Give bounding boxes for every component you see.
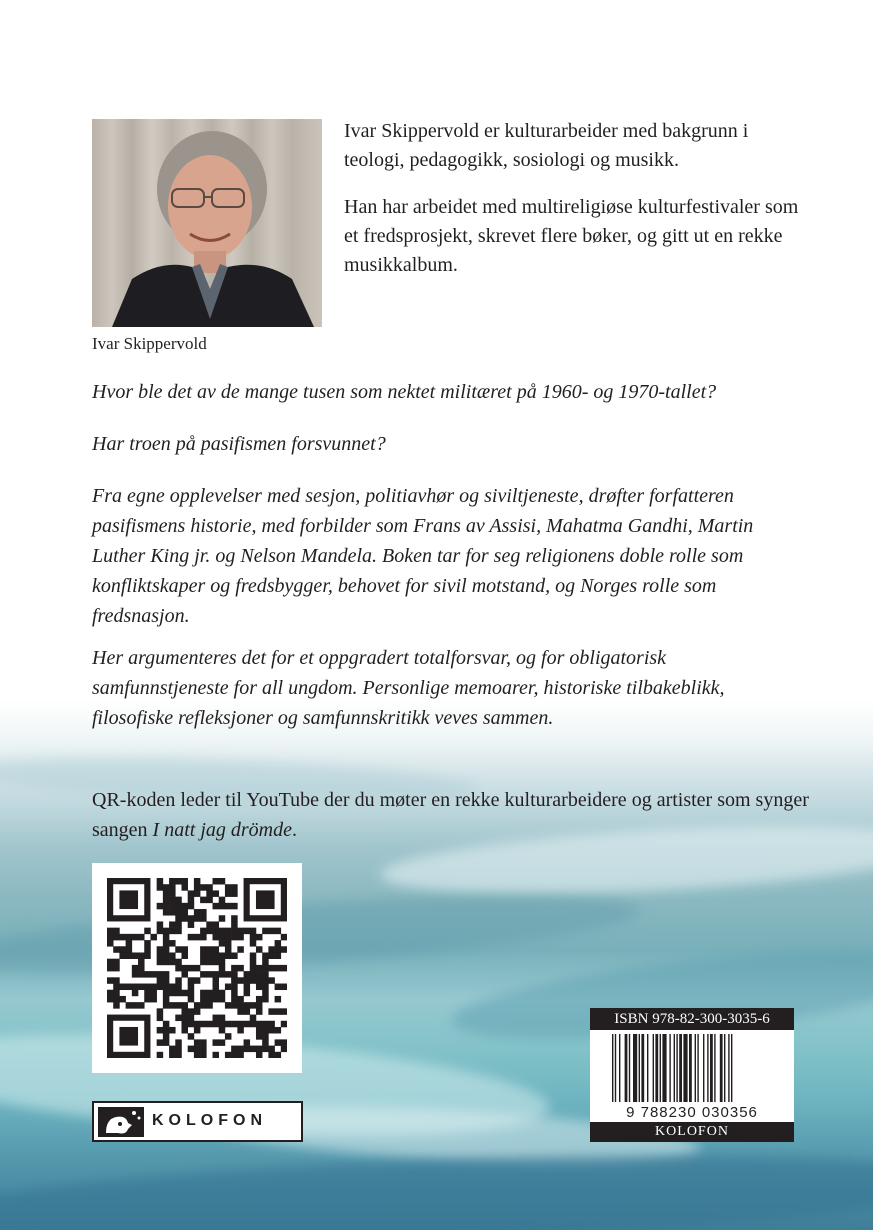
barcode-bar: [710, 1034, 713, 1102]
barcode-bar: [669, 1034, 670, 1102]
qr-finder-pattern: [107, 878, 150, 921]
barcode-bar: [695, 1034, 696, 1102]
blurb-paragraph: Fra egne opplevelser med sesjon, politiavhør og siviltjeneste, drøfter forfatteren pasifismens historie, med forbilder som Frans av Assisi, Mahatma Gandhi, Martin Luther King jr. og Nelson Mandela. Boken tar for seg religionens doble rolle som konfliktskaper og fredsbygger, behovet for sivil motstand, og Norges rolle som fredsnasjon.: [92, 485, 754, 627]
barcode-bar: [683, 1034, 687, 1102]
barcode-bar: [728, 1034, 729, 1102]
isbn-barcode-block: [590, 1008, 794, 1142]
qr-code-graphic: [107, 878, 287, 1058]
song-title: I natt jag drömde: [152, 819, 292, 841]
barcode-bar: [633, 1034, 637, 1102]
barcode-bar: [674, 1034, 675, 1102]
qr-description: [92, 785, 822, 845]
qr-text-lead: QR-koden leder til YouTube der du møter en rekke kulturarbeidere og artister som synger sangen: [92, 789, 809, 841]
barcode-bar: [731, 1034, 732, 1102]
barcode-bar: [697, 1034, 698, 1102]
barcode-bar: [655, 1034, 658, 1102]
author-photo: [92, 119, 322, 327]
blurb-paragraph: Har troen på pasifismen forsvunnet?: [92, 433, 386, 455]
barcode-bar: [615, 1034, 616, 1102]
blurb-paragraph: Hvor ble det av de mange tusen som nektet militæret på 1960- og 1970-tallet?: [92, 381, 717, 403]
barcode-bar: [653, 1034, 654, 1102]
qr-code[interactable]: [92, 863, 302, 1073]
author-caption: Ivar Skippervold: [92, 334, 207, 353]
publisher-logo-icon: [98, 1107, 144, 1137]
barcode-bar: [647, 1034, 648, 1102]
barcode-digits: 9 788230 030356: [626, 1104, 758, 1121]
barcode-bar: [676, 1034, 677, 1102]
blurb-paragraph: Her argumenteres det for et oppgradert totalforsvar, og for obligatorisk samfunnstjeneste for all ungdom. Personlige memoarer, historiske tilbakeblikk, filosofiske refleksjoner og samfunnskritikk veves sammen.: [92, 647, 725, 729]
author-bio-paragraph: Han har arbeidet med multireligiøse kulturfestivaler som et fredsprosjekt, skrevet flere bøker, og gitt ut en rekke musikkalbum.: [344, 196, 799, 276]
barcode-bar: [619, 1034, 620, 1102]
barcode-bar: [662, 1034, 666, 1102]
barcode-bar: [629, 1034, 630, 1102]
barcode-bar: [641, 1034, 644, 1102]
author-portrait: [92, 119, 322, 327]
isbn-label: ISBN 978-82-300-3035-6: [590, 1008, 794, 1030]
barcode-bar: [679, 1034, 682, 1102]
barcode-bar: [689, 1034, 692, 1102]
author-bio-paragraph: Ivar Skippervold er kulturarbeider med bakgrunn i teologi, pedagogikk, sosiologi og musikk.: [344, 120, 749, 171]
barcode-bar: [703, 1034, 704, 1102]
barcode-bar: [720, 1034, 723, 1102]
publisher-logo: [92, 1101, 303, 1142]
barcode-bar: [707, 1034, 708, 1102]
qr-text-end: .: [291, 819, 297, 841]
barcode-bar: [660, 1034, 661, 1102]
barcode-bar: [625, 1034, 628, 1102]
publisher-logo-text: KOLOFON: [152, 1112, 267, 1129]
qr-finder-pattern: [107, 1015, 150, 1058]
publisher-band: KOLOFON: [590, 1122, 794, 1142]
barcode-bar: [724, 1034, 725, 1102]
barcode-bar: [612, 1034, 613, 1102]
barcode-bar: [639, 1034, 640, 1102]
barcode-graphic: [612, 1034, 772, 1106]
barcode-bar: [714, 1034, 715, 1102]
qr-finder-pattern: [244, 878, 287, 921]
